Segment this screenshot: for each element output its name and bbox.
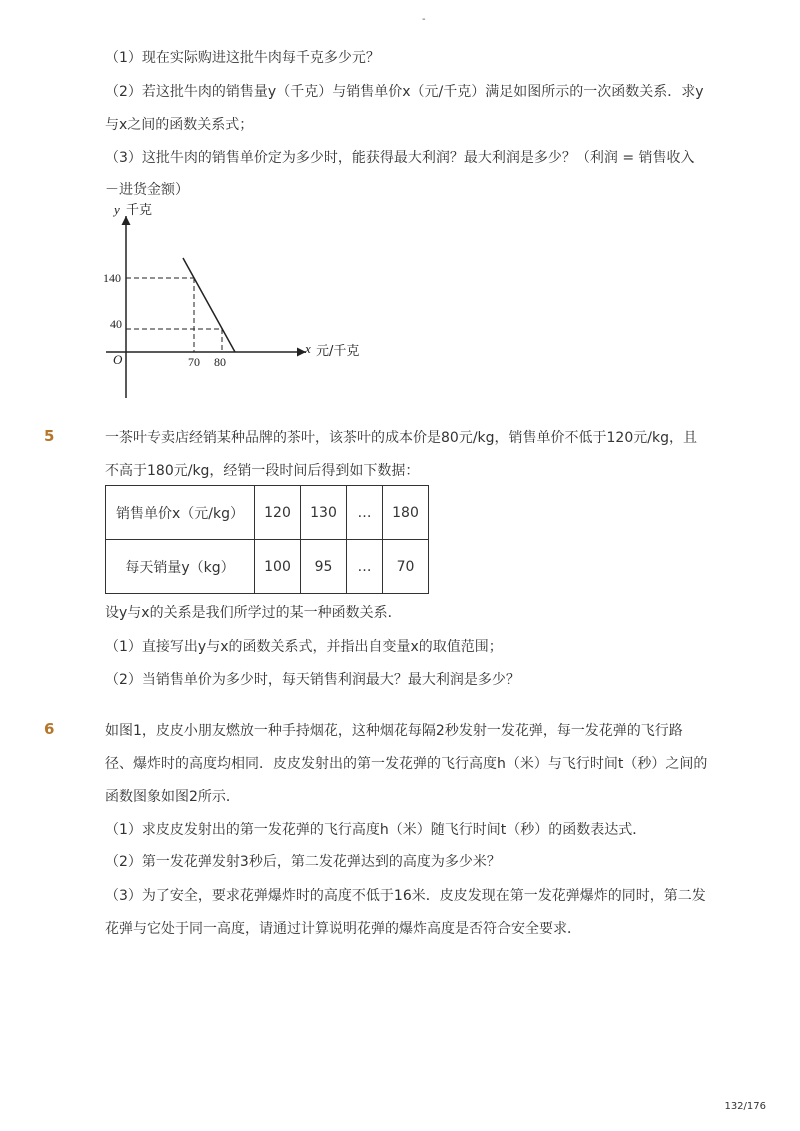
q6-line3: 函数图象如图2所示． [105,789,240,805]
q5-part2: （2）当销售单价为多少时，每天销售利润最大？最大利润是多少？ [105,672,520,688]
y-tick-140: 140 [103,271,121,285]
table-cell: 120 [255,486,301,540]
table-cell-header: 销售单价x（元/kg） [106,486,255,540]
q5-after-table: 设y与x的关系是我们所学过的某一种函数关系． [105,605,402,621]
q6-part3-line1: （3）为了安全，要求花弹爆炸时的高度不低于16米．皮皮发现在第一发花弹爆炸的同时，第二发 [105,888,706,904]
table-cell-header: 每天销量y（kg） [106,540,255,594]
x-tick-70: 70 [188,355,200,369]
q4-function-graph [100,198,370,403]
q6-line2: 径、爆炸时的高度均相同．皮皮发射出的第一发花弹的飞行高度h（米）与飞行时间t（秒）之间的 [105,756,708,772]
q4-part1: （1）现在实际购进这批牛肉每千克多少元？ [105,50,380,66]
table-cell: 180 [383,486,429,540]
q5-data-table [105,485,429,594]
x-tick-80: 80 [214,355,226,369]
table-cell: 100 [255,540,301,594]
q6-line1: 如图1，皮皮小朋友燃放一种手持烟花，这种烟花每隔2秒发射一发花弹，每一发花弹的飞行路 [105,723,683,739]
question-number-5: 5 [44,427,55,445]
q4-part3-line2: －进货金额） [105,182,189,198]
y-tick-40: 40 [110,317,122,331]
q5-text-line2: 不高于180元/kg，经销一段时间后得到如下数据： [105,463,420,479]
y-axis-label: y [114,202,120,217]
header-mark: - [422,14,426,25]
table-cell: … [347,486,383,540]
q6-part3-line2: 花弹与它处于同一高度，请通过计算说明花弹的爆炸高度是否符合安全要求． [105,921,581,937]
table-row [106,486,429,540]
q4-part3-line1: （3）这批牛肉的销售单价定为多少时，能获得最大利润？最大利润是多少？（利润 = 销售收入 [105,150,695,166]
page-number: 132/176 [724,1101,766,1112]
q6-part2: （2）第一发花弹发射3秒后，第二发花弹达到的高度为多少米？ [105,854,501,870]
table-cell: 95 [301,540,347,594]
table-cell: … [347,540,383,594]
q4-part2-line2: 与x之间的函数关系式； [105,117,254,133]
q6-part1: （1）求皮皮发射出的第一发花弹的飞行高度h（米）随飞行时间t（秒）的函数表达式． [105,822,647,838]
table-cell: 70 [383,540,429,594]
function-line [183,258,235,352]
x-axis-unit: 元/千克 [316,344,360,359]
x-axis-label: x [305,341,311,356]
table-cell: 130 [301,486,347,540]
q5-text-line1: 一茶叶专卖店经销某种品牌的茶叶，该茶叶的成本价是80元/kg，销售单价不低于120元/kg，且 [105,430,697,446]
q5-part1: （1）直接写出y与x的函数关系式，并指出自变量x的取值范围； [105,639,503,655]
origin-label: O [113,352,123,367]
q4-part2-line1: （2）若这批牛肉的销售量y（千克）与销售单价x（元/千克）满足如图所示的一次函数关系．求y [105,84,704,100]
y-axis-unit: 千克 [126,203,153,218]
table-row [106,540,429,594]
question-number-6: 6 [44,720,55,738]
